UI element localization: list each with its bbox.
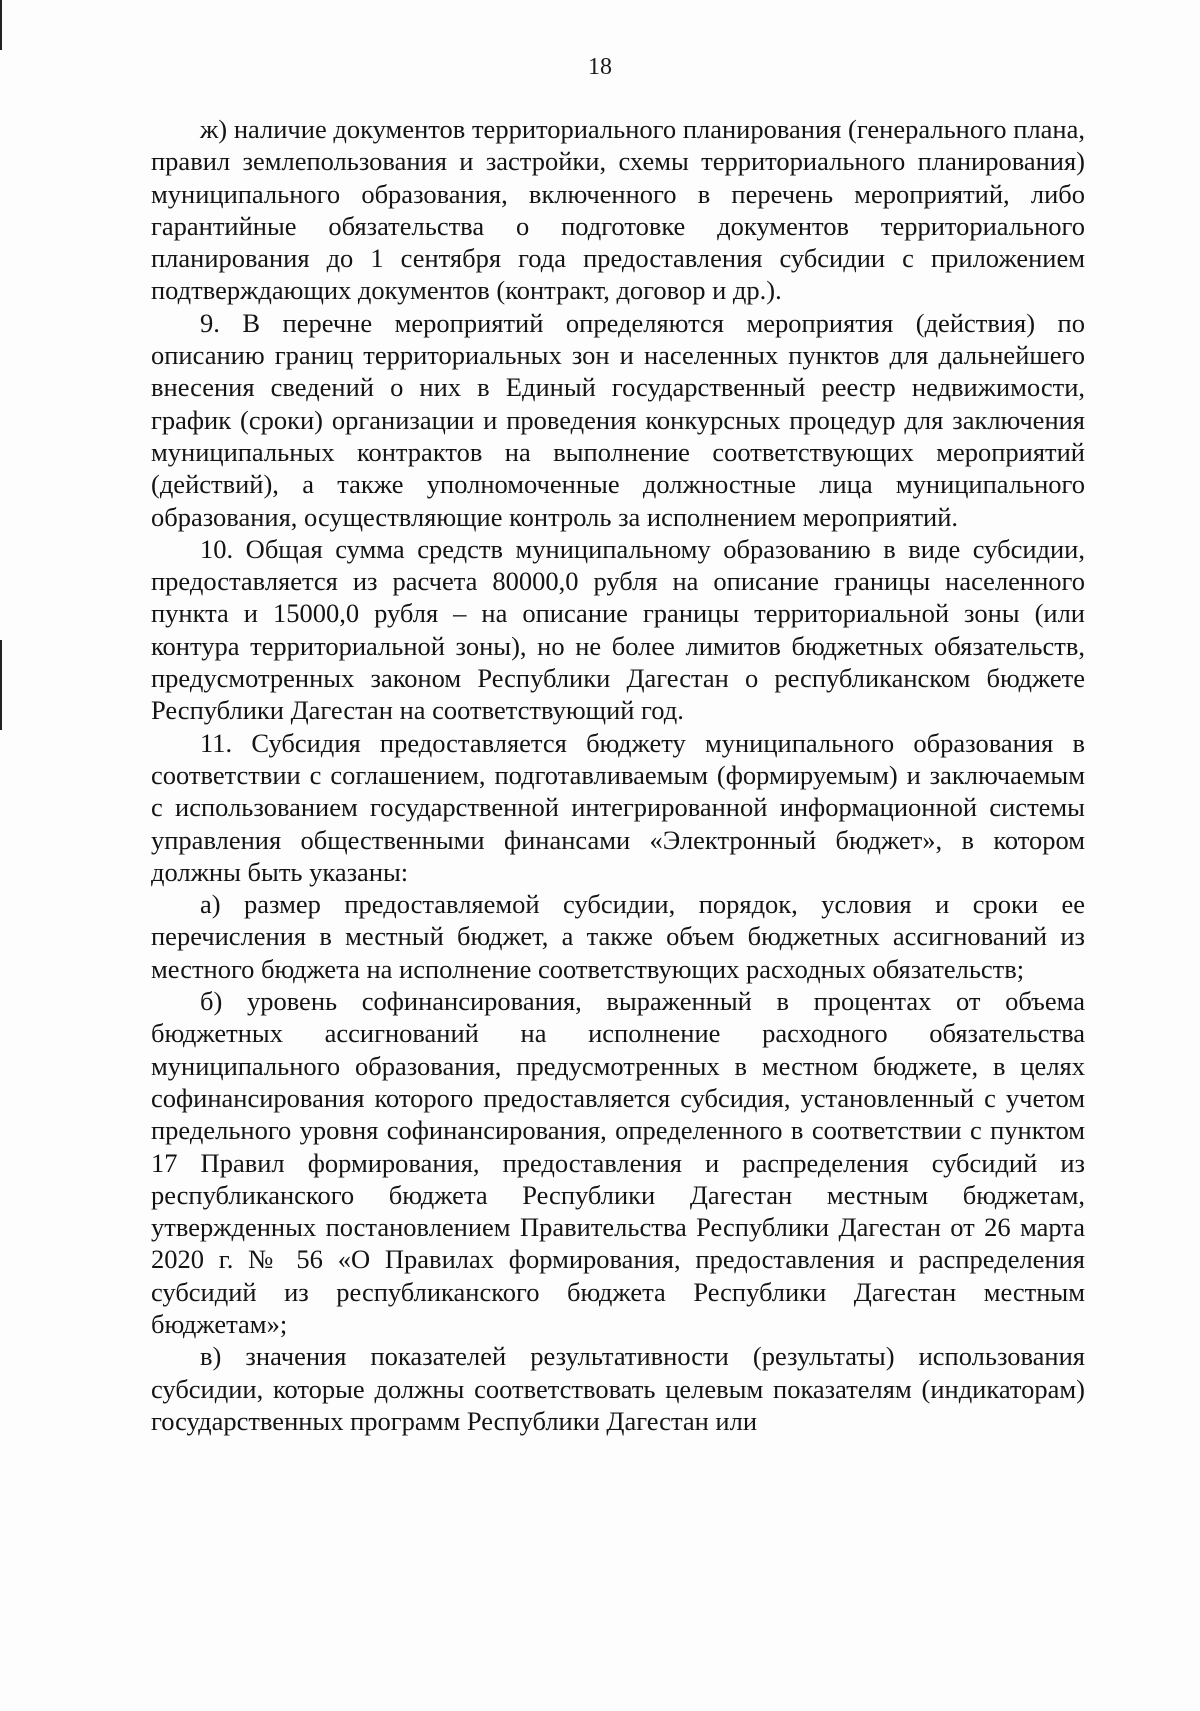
paragraph-zh: ж) наличие документов территориального планирования (генерального плана, правил землепользования и застройки, схемы территориального планирования) муниципального образования, включенного в перечень мероприятий, либо гарантийные обязательства о подготовке документов территориального планирования до 1 сентября года предоставления субсидии с приложением подтверждающих документов (контракт, договор и др.).: [151, 114, 1085, 306]
document-body: [151, 113, 1085, 1437]
paragraph-10: 10. Общая сумма средств муниципальному образованию в виде субсидии, предоставляется из расчета 80000,0 рубля на описание границы населенного пункта и 15000,0 рубля – на описание границы территориальной зоны (или контура территориальной зоны), но не более лимитов бюджетных обязательств, предусмотренных законом Республики Дагестан о республиканском бюджете Республики Дагестан на соответствующий год.: [151, 533, 1085, 726]
paragraph-11: 11. Субсидия предоставляется бюджету муниципального образования в соответствии с соглашением, подготавливаемым (формируемым) и заключаемым с использованием государственной интегрированной информационной системы управления общественными финансами «Электронный бюджет», в котором должны быть указаны:: [151, 727, 1085, 887]
page-number: 18: [588, 54, 612, 80]
paragraph-11-v: в) значения показателей результативности (результаты) использования субсидии, которые должны соответствовать целевым показателям (индикаторам) государственных программ Республики Дагестан или: [151, 1341, 1085, 1436]
scan-edge-mark: [0, 0, 2, 50]
paragraph-11-b: б) уровень софинансирования, выраженный в процентах от объема бюджетных ассигнований на исполнение расходного обязательства муниципального образования, предусмотренных в местном бюджете, в целях софинансирования которого предоставляется субсидия, установленный с учетом предельного уровня софинансирования, определенного в соответствии с пунктом 17 Правил формирования, предоставления и распределения субсидий из республиканского бюджета Республики Дагестан местным бюджетам, утвержденных постановлением Правительства Республики Дагестан от 26 марта 2020 г. № 56 «О Правилах формирования, предоставления и распределения субсидий из республиканского бюджета Республики Дагестан местным бюджетам»;: [151, 986, 1085, 1339]
paragraph-11-a: а) размер предоставляемой субсидии, порядок, условия и сроки ее перечисления в местный бюджет, а также объем бюджетных ассигнований из местного бюджета на исполнение соответствующих расходных обязательств;: [151, 889, 1085, 984]
paragraph-9: 9. В перечне мероприятий определяются мероприятия (действия) по описанию границ территориальных зон и населенных пунктов для дальнейшего внесения сведений о них в Единый государственный реестр недвижимости, график (сроки) организации и проведения конкурсных процедур для заключения муниципальных контрактов на выполнение соответствующих мероприятий (действий), а также уполномоченные должностные лица муниципального образования, осуществляющие контроль за исполнением мероприятий.: [151, 307, 1085, 532]
scan-edge-mark: [0, 640, 2, 730]
